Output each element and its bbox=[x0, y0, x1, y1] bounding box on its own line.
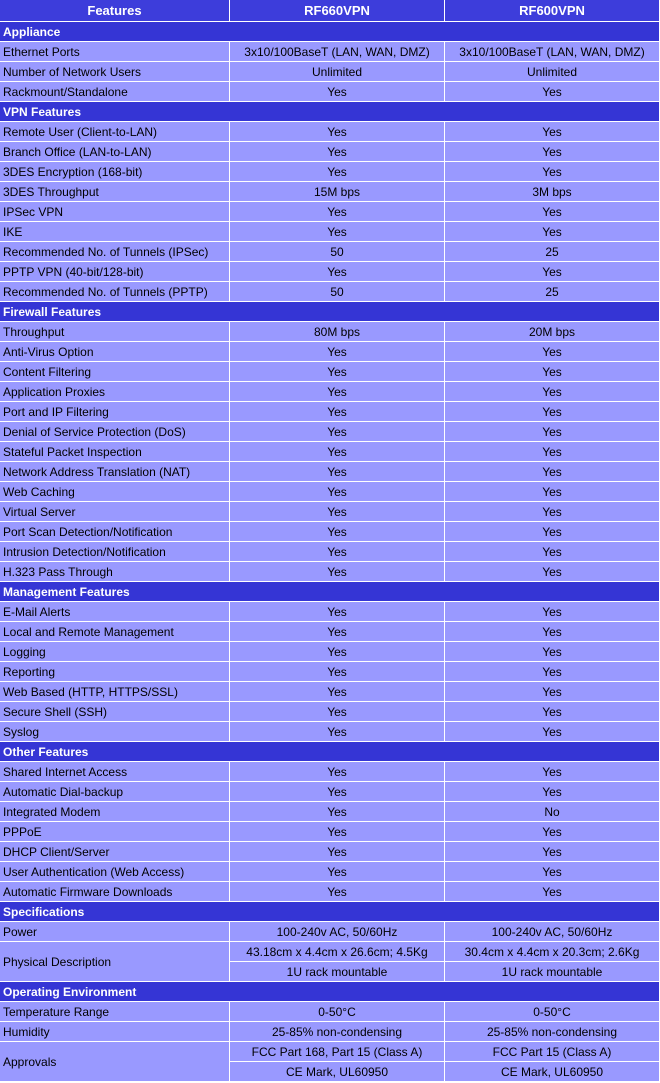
table-row bbox=[0, 1002, 660, 1022]
product1-value-cell: Yes bbox=[230, 842, 445, 862]
product2-value-cell: Yes bbox=[445, 642, 660, 662]
table-row bbox=[0, 122, 660, 142]
feature-name-cell: E-Mail Alerts bbox=[0, 602, 230, 622]
feature-name-cell: Application Proxies bbox=[0, 382, 230, 402]
table-row bbox=[0, 882, 660, 902]
product1-value-cell: Yes bbox=[230, 222, 445, 242]
table-row bbox=[0, 782, 660, 802]
features-column-header: Features bbox=[0, 0, 230, 22]
table-row bbox=[0, 502, 660, 522]
product1-value-cell: Yes bbox=[230, 82, 445, 102]
section-title: Other Features bbox=[0, 742, 660, 762]
section-header-row bbox=[0, 902, 660, 922]
table-row bbox=[0, 1022, 660, 1042]
product1-value-cell: 15M bps bbox=[230, 182, 445, 202]
product2-value-cell: 25 bbox=[445, 282, 660, 302]
product1-value-cell: Yes bbox=[230, 622, 445, 642]
table-row bbox=[0, 182, 660, 202]
product1-value-cell: FCC Part 168, Part 15 (Class A) bbox=[230, 1042, 445, 1062]
feature-name-cell: User Authentication (Web Access) bbox=[0, 862, 230, 882]
product1-value-cell: Yes bbox=[230, 122, 445, 142]
feature-name-cell: Reporting bbox=[0, 662, 230, 682]
product2-value-cell: Yes bbox=[445, 522, 660, 542]
table-row bbox=[0, 422, 660, 442]
product2-value-cell: 20M bps bbox=[445, 322, 660, 342]
product1-value-cell: Yes bbox=[230, 662, 445, 682]
product2-value-cell: 100-240v AC, 50/60Hz bbox=[445, 922, 660, 942]
product2-value-cell: Yes bbox=[445, 342, 660, 362]
section-header-row bbox=[0, 22, 660, 42]
product1-value-cell: 0-50°C bbox=[230, 1002, 445, 1022]
product1-value-cell: Yes bbox=[230, 682, 445, 702]
table-row bbox=[0, 322, 660, 342]
product2-column-header: RF600VPN bbox=[445, 0, 660, 22]
product1-value-cell: 1U rack mountable bbox=[230, 962, 445, 982]
product2-value-cell: Yes bbox=[445, 762, 660, 782]
table-row bbox=[0, 462, 660, 482]
table-row bbox=[0, 522, 660, 542]
feature-name-cell: Shared Internet Access bbox=[0, 762, 230, 782]
product2-value-cell: Yes bbox=[445, 682, 660, 702]
table-row bbox=[0, 862, 660, 882]
product1-value-cell: Yes bbox=[230, 342, 445, 362]
product2-value-cell: Yes bbox=[445, 142, 660, 162]
feature-name-cell: Automatic Dial-backup bbox=[0, 782, 230, 802]
feature-name-cell: Port and IP Filtering bbox=[0, 402, 230, 422]
product1-value-cell: 100-240v AC, 50/60Hz bbox=[230, 922, 445, 942]
feature-name-cell: Network Address Translation (NAT) bbox=[0, 462, 230, 482]
table-row bbox=[0, 42, 660, 62]
product1-value-cell: Yes bbox=[230, 802, 445, 822]
product1-value-cell: Yes bbox=[230, 202, 445, 222]
section-title: Operating Environment bbox=[0, 982, 660, 1002]
feature-name-cell: Web Caching bbox=[0, 482, 230, 502]
product1-value-cell: Yes bbox=[230, 702, 445, 722]
product1-value-cell: Yes bbox=[230, 782, 445, 802]
feature-name-cell: Recommended No. of Tunnels (IPSec) bbox=[0, 242, 230, 262]
section-header-row bbox=[0, 582, 660, 602]
product2-value-cell: Yes bbox=[445, 602, 660, 622]
product1-value-cell: Yes bbox=[230, 542, 445, 562]
feature-name-cell: Rackmount/Standalone bbox=[0, 82, 230, 102]
table-row bbox=[0, 362, 660, 382]
feature-name-cell: Denial of Service Protection (DoS) bbox=[0, 422, 230, 442]
feature-name-cell: Ethernet Ports bbox=[0, 42, 230, 62]
product1-value-cell: Yes bbox=[230, 142, 445, 162]
table-row bbox=[0, 602, 660, 622]
product1-value-cell: 50 bbox=[230, 242, 445, 262]
feature-name-cell: Automatic Firmware Downloads bbox=[0, 882, 230, 902]
product2-value-cell: Yes bbox=[445, 402, 660, 422]
header-row bbox=[0, 0, 660, 22]
product1-value-cell: Yes bbox=[230, 442, 445, 462]
product2-value-cell: Yes bbox=[445, 622, 660, 642]
feature-name-cell: Content Filtering bbox=[0, 362, 230, 382]
product2-value-cell: Yes bbox=[445, 262, 660, 282]
table-row bbox=[0, 282, 660, 302]
section-header-row bbox=[0, 742, 660, 762]
feature-name-cell: Recommended No. of Tunnels (PPTP) bbox=[0, 282, 230, 302]
product2-value-cell: FCC Part 15 (Class A) bbox=[445, 1042, 660, 1062]
product1-value-cell: Yes bbox=[230, 362, 445, 382]
product2-value-cell: 3M bps bbox=[445, 182, 660, 202]
table-row bbox=[0, 262, 660, 282]
table-row bbox=[0, 382, 660, 402]
product2-value-cell: Yes bbox=[445, 782, 660, 802]
table-row bbox=[0, 702, 660, 722]
product2-value-cell: No bbox=[445, 802, 660, 822]
feature-name-cell: Throughput bbox=[0, 322, 230, 342]
product2-value-cell: Yes bbox=[445, 862, 660, 882]
product2-value-cell: Yes bbox=[445, 722, 660, 742]
table-row bbox=[0, 682, 660, 702]
product2-value-cell: Yes bbox=[445, 662, 660, 682]
feature-name-cell: Virtual Server bbox=[0, 502, 230, 522]
feature-name-cell: Temperature Range bbox=[0, 1002, 230, 1022]
feature-name-cell: DHCP Client/Server bbox=[0, 842, 230, 862]
product2-value-cell: Yes bbox=[445, 82, 660, 102]
table-row bbox=[0, 482, 660, 502]
product2-value-cell: Yes bbox=[445, 442, 660, 462]
feature-name-cell: PPPoE bbox=[0, 822, 230, 842]
product1-value-cell: Yes bbox=[230, 522, 445, 542]
product1-value-cell: CE Mark, UL60950 bbox=[230, 1062, 445, 1082]
product2-value-cell: Yes bbox=[445, 422, 660, 442]
feature-name-cell: Local and Remote Management bbox=[0, 622, 230, 642]
product1-value-cell: 80M bps bbox=[230, 322, 445, 342]
product2-value-cell: Yes bbox=[445, 542, 660, 562]
product1-value-cell: Yes bbox=[230, 822, 445, 842]
product2-value-cell: Yes bbox=[445, 482, 660, 502]
section-title: VPN Features bbox=[0, 102, 660, 122]
table-row bbox=[0, 662, 660, 682]
product1-value-cell: Yes bbox=[230, 402, 445, 422]
product1-value-cell: Unlimited bbox=[230, 62, 445, 82]
product1-value-cell: Yes bbox=[230, 262, 445, 282]
product1-column-header: RF660VPN bbox=[230, 0, 445, 22]
section-title: Firewall Features bbox=[0, 302, 660, 322]
product2-value-cell: Yes bbox=[445, 502, 660, 522]
product1-value-cell: Yes bbox=[230, 422, 445, 442]
feature-name-cell: Port Scan Detection/Notification bbox=[0, 522, 230, 542]
section-title: Appliance bbox=[0, 22, 660, 42]
feature-name-cell: Stateful Packet Inspection bbox=[0, 442, 230, 462]
product2-value-cell: Yes bbox=[445, 822, 660, 842]
table-row bbox=[0, 922, 660, 942]
product2-value-cell: 0-50°C bbox=[445, 1002, 660, 1022]
product2-value-cell: 3x10/100BaseT (LAN, WAN, DMZ) bbox=[445, 42, 660, 62]
feature-name-cell: Number of Network Users bbox=[0, 62, 230, 82]
feature-name-cell: Power bbox=[0, 922, 230, 942]
product2-value-cell: Yes bbox=[445, 702, 660, 722]
table-row bbox=[0, 842, 660, 862]
feature-name-cell: Approvals bbox=[0, 1042, 230, 1082]
product2-value-cell: Yes bbox=[445, 382, 660, 402]
table-row bbox=[0, 942, 660, 962]
product1-value-cell: Yes bbox=[230, 502, 445, 522]
product1-value-cell: Yes bbox=[230, 482, 445, 502]
product2-value-cell: Yes bbox=[445, 122, 660, 142]
feature-name-cell: IPSec VPN bbox=[0, 202, 230, 222]
table-row bbox=[0, 642, 660, 662]
feature-name-cell: Integrated Modem bbox=[0, 802, 230, 822]
product2-value-cell: Yes bbox=[445, 882, 660, 902]
table-row bbox=[0, 62, 660, 82]
product2-value-cell: 25-85% non-condensing bbox=[445, 1022, 660, 1042]
table-row bbox=[0, 802, 660, 822]
feature-name-cell: Secure Shell (SSH) bbox=[0, 702, 230, 722]
product1-value-cell: Yes bbox=[230, 762, 445, 782]
table-row bbox=[0, 562, 660, 582]
product2-value-cell: Yes bbox=[445, 202, 660, 222]
product2-value-cell: Yes bbox=[445, 222, 660, 242]
table-row bbox=[0, 82, 660, 102]
section-title: Specifications bbox=[0, 902, 660, 922]
product2-value-cell: Yes bbox=[445, 842, 660, 862]
table-row bbox=[0, 622, 660, 642]
product2-value-cell: 25 bbox=[445, 242, 660, 262]
product2-value-cell: Unlimited bbox=[445, 62, 660, 82]
product1-value-cell: Yes bbox=[230, 562, 445, 582]
feature-name-cell: Branch Office (LAN-to-LAN) bbox=[0, 142, 230, 162]
feature-name-cell: PPTP VPN (40-bit/128-bit) bbox=[0, 262, 230, 282]
table-row bbox=[0, 402, 660, 422]
feature-name-cell: Physical Description bbox=[0, 942, 230, 982]
table-row bbox=[0, 762, 660, 782]
product1-value-cell: Yes bbox=[230, 382, 445, 402]
product1-value-cell: Yes bbox=[230, 862, 445, 882]
product2-value-cell: 30.4cm x 4.4cm x 20.3cm; 2.6Kg bbox=[445, 942, 660, 962]
product2-value-cell: Yes bbox=[445, 462, 660, 482]
feature-name-cell: Anti-Virus Option bbox=[0, 342, 230, 362]
table-row bbox=[0, 222, 660, 242]
product2-value-cell: Yes bbox=[445, 562, 660, 582]
product2-value-cell: Yes bbox=[445, 162, 660, 182]
table-row bbox=[0, 242, 660, 262]
feature-name-cell: IKE bbox=[0, 222, 230, 242]
table-row bbox=[0, 542, 660, 562]
feature-name-cell: Logging bbox=[0, 642, 230, 662]
table-row bbox=[0, 1042, 660, 1062]
table-row bbox=[0, 142, 660, 162]
product2-value-cell: 1U rack mountable bbox=[445, 962, 660, 982]
table-row bbox=[0, 442, 660, 462]
feature-name-cell: H.323 Pass Through bbox=[0, 562, 230, 582]
table-row bbox=[0, 822, 660, 842]
section-header-row bbox=[0, 982, 660, 1002]
product2-value-cell: CE Mark, UL60950 bbox=[445, 1062, 660, 1082]
feature-name-cell: 3DES Throughput bbox=[0, 182, 230, 202]
feature-name-cell: Intrusion Detection/Notification bbox=[0, 542, 230, 562]
product1-value-cell: 50 bbox=[230, 282, 445, 302]
product1-value-cell: Yes bbox=[230, 722, 445, 742]
section-header-row bbox=[0, 102, 660, 122]
feature-name-cell: Remote User (Client-to-LAN) bbox=[0, 122, 230, 142]
table-body bbox=[0, 22, 660, 1082]
product1-value-cell: Yes bbox=[230, 162, 445, 182]
feature-name-cell: Web Based (HTTP, HTTPS/SSL) bbox=[0, 682, 230, 702]
section-header-row bbox=[0, 302, 660, 322]
feature-name-cell: Syslog bbox=[0, 722, 230, 742]
feature-name-cell: 3DES Encryption (168-bit) bbox=[0, 162, 230, 182]
product1-value-cell: 3x10/100BaseT (LAN, WAN, DMZ) bbox=[230, 42, 445, 62]
product1-value-cell: Yes bbox=[230, 462, 445, 482]
product1-value-cell: 43.18cm x 4.4cm x 26.6cm; 4.5Kg bbox=[230, 942, 445, 962]
product1-value-cell: Yes bbox=[230, 642, 445, 662]
table-row bbox=[0, 202, 660, 222]
feature-name-cell: Humidity bbox=[0, 1022, 230, 1042]
table-row bbox=[0, 722, 660, 742]
table-row bbox=[0, 162, 660, 182]
product2-value-cell: Yes bbox=[445, 362, 660, 382]
product1-value-cell: 25-85% non-condensing bbox=[230, 1022, 445, 1042]
table-row bbox=[0, 342, 660, 362]
product1-value-cell: Yes bbox=[230, 602, 445, 622]
product1-value-cell: Yes bbox=[230, 882, 445, 902]
section-title: Management Features bbox=[0, 582, 660, 602]
